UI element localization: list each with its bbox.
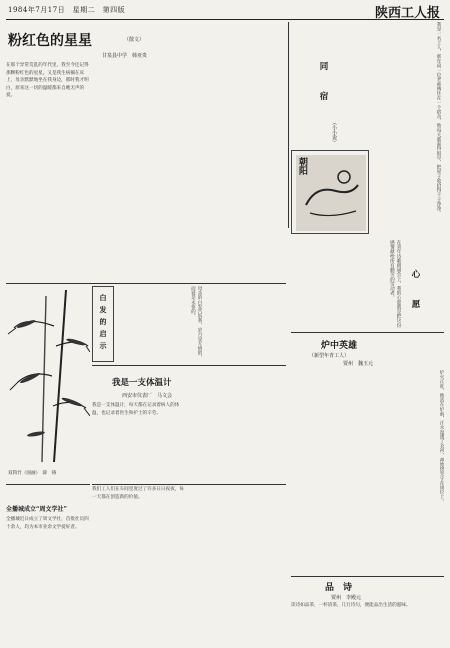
chaoyang-label: 朝阳 <box>297 157 307 175</box>
article-body: 全播城近日成立了周文学社，首批社员四十余人，均为本市业余文学爱好者。 <box>6 517 89 530</box>
article-title: 粉红色的星星 <box>8 33 92 49</box>
article-body: 炉火正旺，他站在炉前，汗水湿透了衣衫，却始终坚守在岗位上。 <box>439 370 444 504</box>
article-title: 我是一支体温计 <box>112 378 172 388</box>
article-body: 我是一名工人，那年同一位老师傅住在一个宿舍，他每天都起得很早，把屋子收拾得干干净净。 <box>436 22 441 216</box>
article-title: 炉中英雄 <box>321 341 358 351</box>
article-body: 读诗如品茶，一杯清茶，几行诗句，便能品出生活的滋味。 <box>291 603 411 608</box>
article-byline: 西安市仪表厂 马文会 <box>122 393 173 399</box>
article-news <box>6 486 90 646</box>
article-byline: 贾州 李殿元 <box>331 595 362 601</box>
article-body-col2 <box>190 402 286 480</box>
article-body: 我们工人们在车间里度过了许多日日夜夜，每一天都在创造新的价值。 <box>92 487 184 500</box>
article-title: 品 诗 <box>325 583 353 593</box>
article-title: 心 愿 <box>411 270 421 310</box>
issue-date: 1984年7月17日 星期二 第四版 <box>8 6 126 14</box>
article-body-col3 <box>186 46 284 280</box>
article-title: 全播城成立“周文学社” <box>6 506 67 513</box>
article-wool <box>92 368 286 480</box>
article-poem <box>291 578 444 646</box>
masthead: 陕西工人报 <box>374 6 440 21</box>
article-xin <box>291 240 444 330</box>
page-header <box>6 2 444 20</box>
article-body: 在那个异常荒乱的年代里，我至今还记得那颗粉红色的星星。又是我生病躺在床上，母亲默默地坐在我身边，那时我才明白，原来这一切的温暖都来自她无声的爱。 <box>6 63 89 99</box>
bamboo-image <box>6 286 90 466</box>
article-body: 我是一支体温计，每天都在记录着病人的体温，也记录着医生和护士的辛劳。 <box>92 403 180 416</box>
article-lu-zhong <box>291 334 444 574</box>
article-byline: 甘泉县中学 韩亚贵 <box>102 53 148 59</box>
chaoyang-block <box>291 150 369 234</box>
article-note: （小小说） <box>331 120 337 145</box>
article-baige <box>92 286 202 362</box>
article-byline: 贾州 魏玉元 <box>343 361 374 367</box>
painting-caption: 双钩竹（国画） 薛 铸 <box>8 471 57 476</box>
article-subtitle: （新型年青工人） <box>309 353 350 359</box>
article-title: 同 宿 <box>319 62 329 102</box>
article-body: 在青年诗歌朗诵会上，我的心愿就是把这份感情献给所有勤劳的劳动者。 <box>389 240 401 328</box>
article-tag: （散文） <box>124 37 145 43</box>
article-title: 白 发 的 启 示 <box>99 293 107 350</box>
article-body: 母亲的白发告诉我，岁月是无情的，而爱是永恒的。 <box>190 286 202 360</box>
article-body-col2 <box>190 486 286 646</box>
article-tongtou <box>92 486 286 646</box>
article-body-col2 <box>96 62 182 280</box>
bamboo-painting <box>6 286 90 482</box>
article-pink-star <box>6 22 286 282</box>
